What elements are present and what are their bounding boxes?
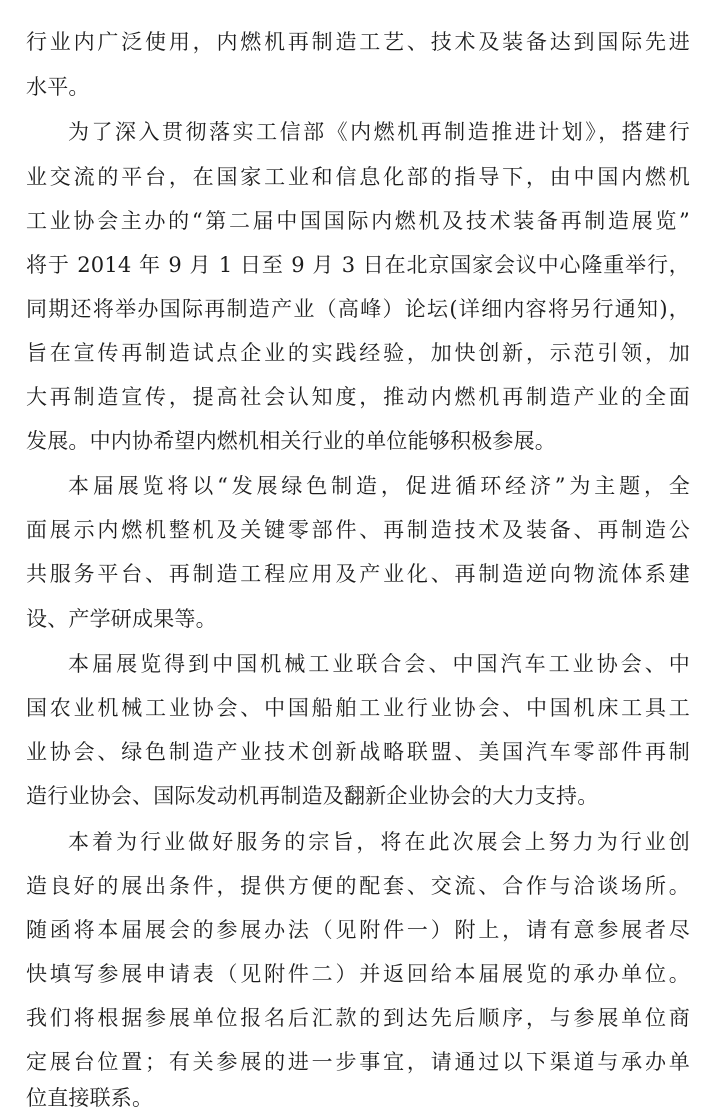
text-line: 旨在宣传再制造试点企业的实践经验，加快创新，示范引领，加 [26, 341, 690, 365]
text-line: 随函将本届展会的参展办法（见附件一）附上，请有意参展者尽 [26, 918, 690, 942]
text-line: 同期还将举办国际再制造产业（高峰）论坛(详细内容将另行通知)， [26, 297, 690, 321]
paragraph-first-line: 本着为行业做好服务的宗旨，将在此次展会上努力为行业创 [68, 830, 690, 854]
text-line: 面展示内燃机整机及关键零部件、再制造技术及装备、再制造公 [26, 518, 690, 542]
text-line: 造行业协会、国际发动机再制造及翻新企业协会的大力支持。 [26, 784, 599, 808]
text-line: 位直接联系。 [26, 1086, 154, 1110]
text-line: 工业协会主办的“第二届中国国际内燃机及技术装备再制造展览” [26, 209, 690, 233]
text-line: 业协会、绿色制造产业技术创新战略联盟、美国汽车零部件再制 [26, 740, 690, 764]
text-line: 共服务平台、再制造工程应用及产业化、再制造逆向物流体系建 [26, 562, 690, 586]
text-line: 水平。 [26, 75, 90, 99]
text-line: 将于 2014 年 9 月 1 日至 9 月 3 日在北京国家会议中心隆重举行， [26, 253, 690, 277]
text-line: 大再制造宣传，提高社会认知度，推动内燃机再制造产业的全面 [26, 385, 690, 409]
text-line: 国农业机械工业协会、中国船舶工业行业协会、中国机床工具工 [26, 696, 690, 720]
text-line: 设、产学研成果等。 [26, 607, 217, 631]
paragraph-first-line: 本届展览将以“发展绿色制造，促进循环经济”为主题，全 [68, 474, 690, 498]
text-line: 我们将根据参展单位报名后汇款的到达先后顺序，与参展单位商 [26, 1006, 690, 1030]
paragraph-first-line: 为了深入贯彻落实工信部《内燃机再制造推进计划》，搭建行 [68, 120, 690, 144]
text-line: 发展。中内协希望内燃机相关行业的单位能够积极参展。 [26, 429, 556, 453]
text-line: 定展台位置；有关参展的进一步事宜，请通过以下渠道与承办单 [26, 1050, 690, 1074]
text-line: 快填写参展申请表（见附件二）并返回给本届展览的承办单位。 [26, 962, 690, 986]
text-line: 造良好的展出条件，提供方便的配套、交流、合作与洽谈场所。 [26, 874, 690, 898]
text-line: 行业内广泛使用，内燃机再制造工艺、技术及装备达到国际先进 [26, 30, 690, 54]
text-line: 业交流的平台，在国家工业和信息化部的指导下，由中国内燃机 [26, 165, 690, 189]
paragraph-first-line: 本届展览得到中国机械工业联合会、中国汽车工业协会、中 [68, 652, 690, 676]
